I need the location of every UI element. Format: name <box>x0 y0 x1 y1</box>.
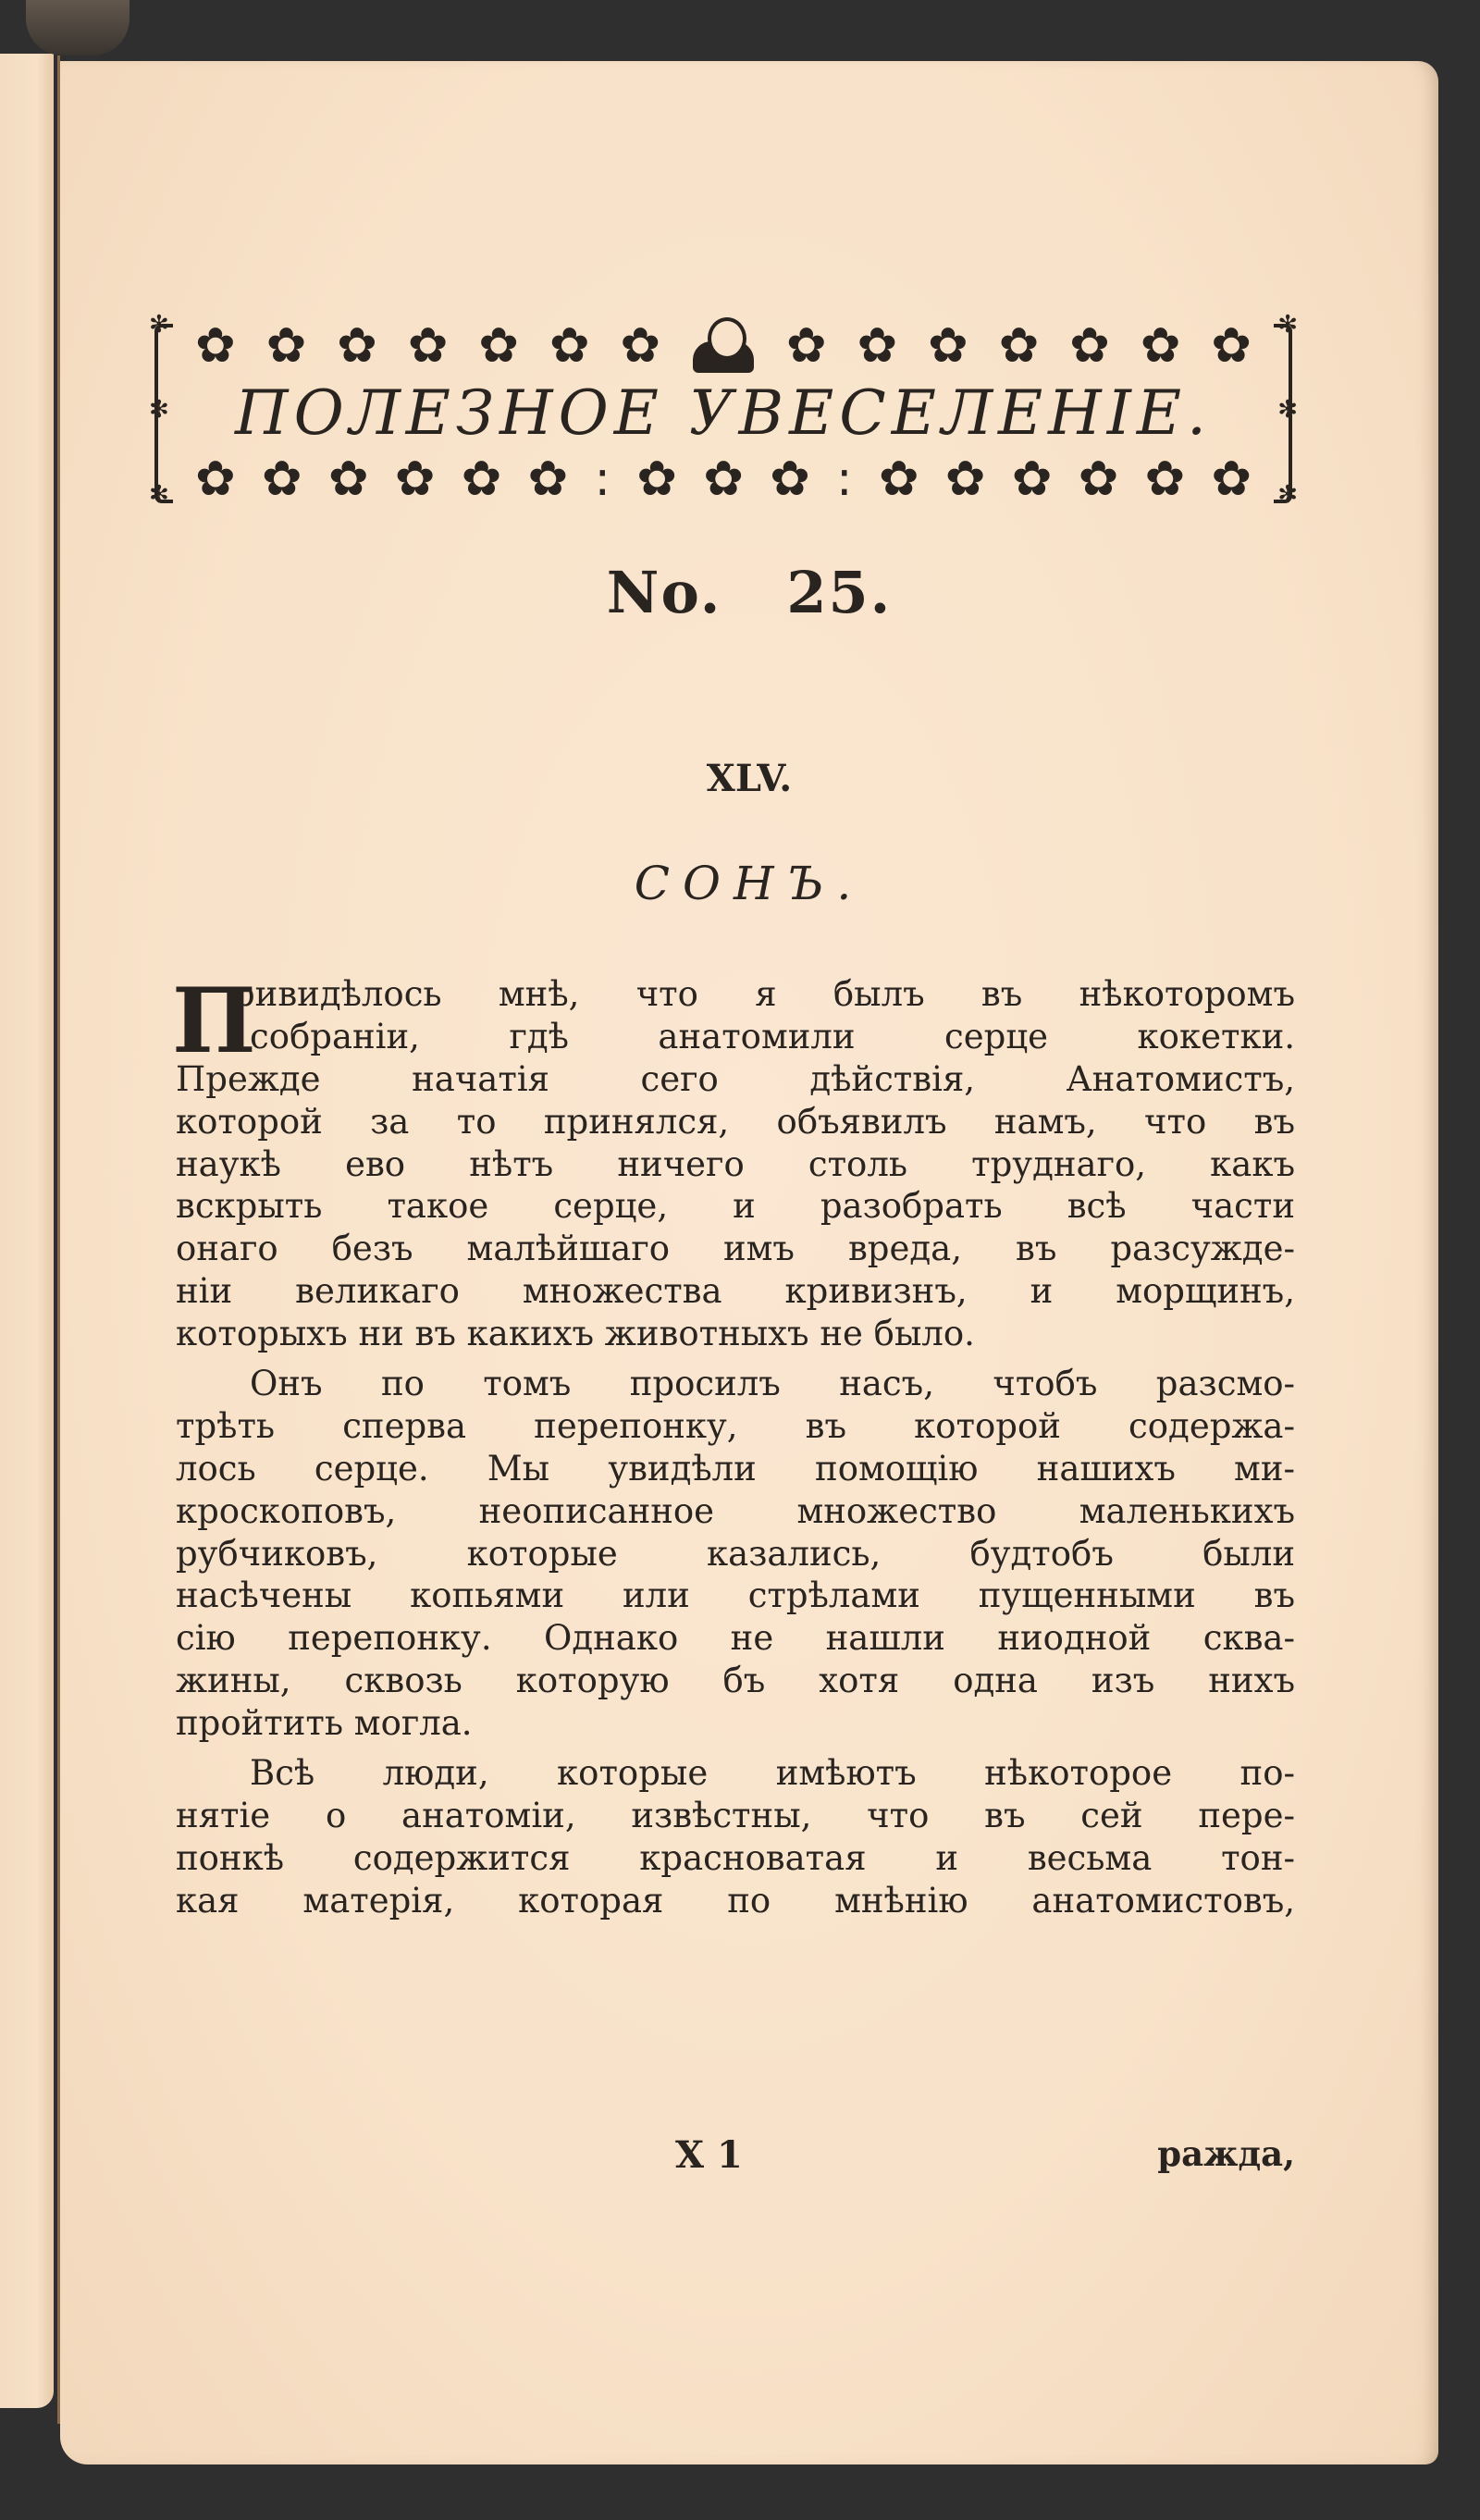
flower-icon: ✿ <box>1078 451 1119 507</box>
side-flourish-icon: ✻ <box>1277 396 1298 424</box>
text-line: которой за то принялся, объявилъ намъ, что въ <box>176 1101 1295 1142</box>
drop-cap: П <box>172 969 256 1073</box>
top-flower-row <box>195 318 1252 374</box>
text-line: пройтить могла. <box>176 1703 473 1744</box>
text-line: жины, сквозь которую бъ хотя одна изъ нихъ <box>176 1661 1295 1701</box>
corner-flourish-icon: ✻ <box>1277 481 1298 509</box>
flower-icon: ✿ <box>1069 318 1110 374</box>
text-line: Прежде начатія сего дѣйствія, Анатомистъ, <box>176 1058 1295 1099</box>
flower-icon: ✿ <box>857 318 898 374</box>
book-page <box>60 61 1438 2464</box>
flower-icon: ✿ <box>1211 451 1252 507</box>
text-line: Онъ по томъ просилъ насъ, чтобъ разсмо- <box>250 1364 1295 1404</box>
text-line: ривидѣлось мнѣ, что я былъ въ нѣкоторомъ <box>233 974 1295 1014</box>
text-line: кая матерія, которая по мнѣнію анатомистовъ, <box>176 1880 1295 1921</box>
flower-icon: ✿ <box>770 451 810 507</box>
flower-icon: ✿ <box>261 451 302 507</box>
text-line: сію перепонку. Однако не нашли ниодной сква- <box>176 1618 1295 1659</box>
flower-icon: ✿ <box>527 451 569 507</box>
text-line: кроскоповъ, неописанное множество маленькихъ <box>176 1490 1295 1531</box>
text-line: Всѣ люди, которые имѣютъ нѣкоторое по- <box>250 1753 1295 1794</box>
text-line: понкѣ содержится красноватая и весьма тон- <box>176 1837 1295 1878</box>
colon-ornament: : <box>836 451 853 507</box>
issue-value: 25. <box>786 559 893 626</box>
flower-icon: ✿ <box>785 318 827 374</box>
flower-icon: ✿ <box>1211 318 1252 374</box>
issue-number <box>60 559 1438 626</box>
text-line: собраніи, гдѣ анатомили серце кокетки. <box>250 1016 1295 1056</box>
side-flourish-icon: ✻ <box>149 396 169 424</box>
colon-ornament: : <box>594 451 610 507</box>
signature-mark: X 1 <box>675 2133 743 2177</box>
paragraph-gap <box>176 1745 1295 1752</box>
cherub-icon <box>691 317 756 375</box>
issue-prefix: No. <box>606 559 722 626</box>
corner-flourish-icon: ✻ <box>149 481 169 509</box>
flower-icon: ✿ <box>195 451 236 507</box>
text-line: нятіе о анатоміи, извѣстны, что въ сей пере- <box>176 1795 1295 1835</box>
flower-icon: ✿ <box>337 318 377 374</box>
catchword: ражда, <box>1157 2133 1295 2174</box>
page-footer <box>176 2133 1295 2180</box>
text-line: вскрыть такое серце, и разобрать всѣ части <box>176 1186 1295 1227</box>
text-line: насѣчены копьями или стрѣлами пущенными въ <box>176 1575 1295 1616</box>
flower-icon: ✿ <box>265 318 307 374</box>
flower-icon: ✿ <box>407 318 449 374</box>
bookmark-ribbon <box>26 0 130 56</box>
text-line: трѣть сперва перепонку, въ которой содержа- <box>176 1405 1295 1446</box>
flower-icon: ✿ <box>195 318 236 374</box>
flower-icon: ✿ <box>620 318 660 374</box>
flower-icon: ✿ <box>998 318 1040 374</box>
flower-icon: ✿ <box>1011 451 1053 507</box>
section-number: XLV. <box>706 757 793 800</box>
text-line: которыхъ ни въ какихъ животныхъ не было. <box>176 1314 975 1354</box>
flower-icon: ✿ <box>878 451 919 507</box>
flower-icon: ✿ <box>394 451 436 507</box>
text-line: лось серце. Мы увидѣли помощію нашихъ ми- <box>176 1448 1295 1489</box>
flower-icon: ✿ <box>636 451 677 507</box>
text-line: ніи великаго множества кривизнъ, и морщинъ, <box>176 1271 1295 1312</box>
header-ornament <box>149 311 1298 509</box>
text-line: наукѣ ево нѣтъ ничего столь труднаго, какъ <box>176 1143 1295 1184</box>
flower-icon: ✿ <box>478 318 519 374</box>
corner-flourish-icon: ✻ <box>1277 311 1298 339</box>
flower-icon: ✿ <box>549 318 590 374</box>
previous-page-edge <box>0 54 54 2408</box>
flower-icon: ✿ <box>944 451 986 507</box>
flower-icon: ✿ <box>703 451 744 507</box>
cherub-face <box>708 317 746 360</box>
flower-icon: ✿ <box>928 318 968 374</box>
paragraph-gap <box>176 1355 1295 1363</box>
text-line: онаго безъ малѣйшаго имъ вреда, въ разсужде- <box>176 1229 1295 1269</box>
flower-icon: ✿ <box>1144 451 1186 507</box>
body-text <box>172 969 1295 1922</box>
flower-icon: ✿ <box>327 451 369 507</box>
corner-flourish-icon: ✻ <box>149 311 169 339</box>
flower-icon: ✿ <box>461 451 502 507</box>
essay-title: СОНЪ. <box>634 857 865 910</box>
text-line: рубчиковъ, которые казались, будтобъ были <box>176 1533 1295 1574</box>
bottom-flower-row <box>195 451 1252 507</box>
journal-title: ПОЛЕЗНОЕ УВЕСЕЛЕНІЕ. <box>235 377 1212 449</box>
flower-icon: ✿ <box>1140 318 1181 374</box>
